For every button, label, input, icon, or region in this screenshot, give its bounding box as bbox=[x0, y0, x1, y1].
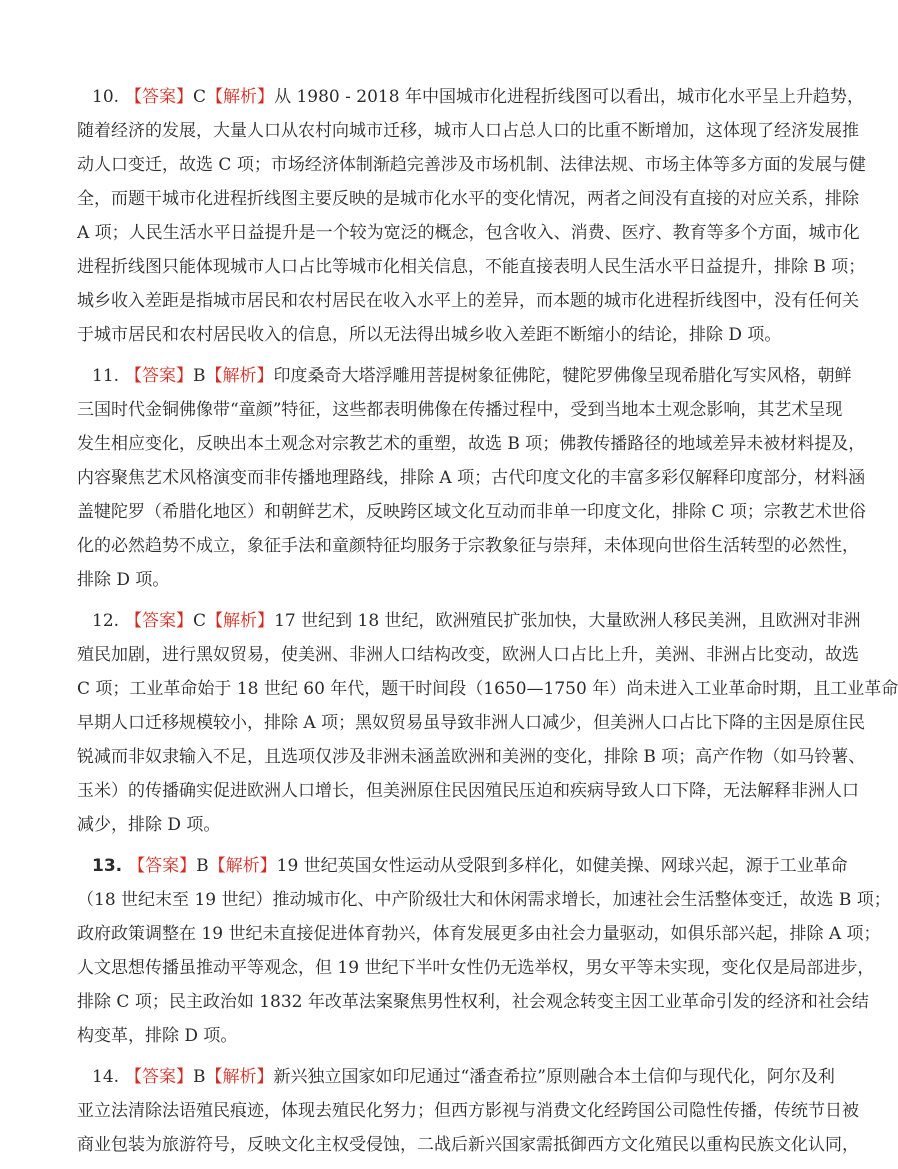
analysis-text: 19 世纪英国女性运动从受限到多样化，如健美操、网球兴起，源于工业革命 bbox=[276, 856, 848, 876]
text-line: 商业包装为旅游符号，反映文化主权受侵蚀，二战后新兴国家需抵御西方文化殖民以重构民族文化认同， bbox=[77, 1135, 859, 1155]
text-line: 三国时代金铜佛像带“童颜”特征，这些都表明佛像在传播过程中，受到当地本土观念影响，其艺术呈现 bbox=[77, 400, 843, 420]
answer-value: B bbox=[193, 1067, 206, 1087]
analysis-text: 17 世纪到 18 世纪，欧洲殖民扩张加快，大量欧洲人移民美洲，且欧洲对非洲 bbox=[274, 611, 861, 631]
text-line: 随着经济的发展，大量人口从农村向城市迁移，城市人口占总人口的比重不断增加，这体现了经济发展推 bbox=[77, 121, 859, 141]
text-line: 早期人口迁移规模较小，排除 A 项；黑奴贸易虽导致非洲人口减少，但美洲人口占比下降的主因是原住民 bbox=[77, 713, 866, 733]
text-line bbox=[77, 849, 848, 883]
answer-label: 【答案】 bbox=[125, 1067, 194, 1087]
text-line: 盖犍陀罗（希腊化地区）和朝鲜艺术，反映跨区域文化互动而非单一印度文化，排除 C 项；宗教艺术世俗 bbox=[77, 502, 866, 522]
text-line: 进程折线图只能体现城市人口占比等城市化相关信息，不能直接表明人民生活水平日益提升，排除 B 项； bbox=[77, 257, 866, 277]
analysis-label: 【解析】 bbox=[206, 611, 275, 631]
answer-label: 【答案】 bbox=[125, 611, 194, 631]
question-explanation-13 bbox=[77, 849, 891, 1053]
question-number: 13. bbox=[92, 856, 123, 876]
text-line: 全，而题干城市化进程折线图主要反映的是城市化水平的变化情况，两者之间没有直接的对应关系，排除 bbox=[77, 189, 859, 209]
answer-value: C bbox=[193, 611, 207, 631]
question-number: 12. bbox=[92, 611, 120, 631]
answer-value: C bbox=[193, 87, 207, 107]
text-line: 于城市居民和农村居民收入的信息，所以无法得出城乡收入差距不断缩小的结论，排除 D 项。 bbox=[77, 325, 782, 345]
answer-label: 【答案】 bbox=[125, 366, 194, 386]
text-line: （18 世纪末至 19 世纪）推动城市化、中产阶级壮大和休闲需求增长，加速社会生活整体变迁，故选 B 项； bbox=[77, 890, 891, 910]
text-line bbox=[77, 80, 864, 114]
text-line: 发生相应变化，反映出本土观念对宗教艺术的重塑，故选 B 项；佛教传播路径的地域差异未被材料提及， bbox=[77, 434, 866, 454]
analysis-label: 【解析】 bbox=[205, 1067, 274, 1087]
text-line bbox=[77, 604, 861, 638]
text-line bbox=[77, 1060, 835, 1094]
answer-value: B bbox=[196, 856, 209, 876]
analysis-text: 从 1980 - 2018 年中国城市化进程折线图可以看出，城市化水平呈上升趋势， bbox=[274, 87, 864, 107]
text-line: 政府政策调整在 19 世纪未直接促进体育勃兴，体育发展更多由社会力量驱动，如俱乐部兴起，排除 A 项； bbox=[77, 924, 881, 944]
analysis-text: 新兴独立国家如印尼通过“潘查希拉”原则融合本土信仰与现代化，阿尔及利 bbox=[273, 1067, 835, 1087]
question-number: 10. bbox=[92, 87, 120, 107]
text-line: C 项；工业革命始于 18 世纪 60 年代，题干时间段（1650—1750 年）尚未进入工业革命时期，且工业革命 bbox=[77, 679, 898, 699]
analysis-text: 印度桑奇大塔浮雕用菩提树象征佛陀，犍陀罗佛像呈现希腊化写实风格，朝鲜 bbox=[273, 366, 852, 386]
question-explanation-10 bbox=[77, 80, 866, 352]
answer-explanations bbox=[77, 80, 898, 1169]
text-line: 人文思想传播虽推动平等观念，但 19 世纪下半叶女性仍无选举权，男女平等未实现，变化仅是局部进步， bbox=[77, 958, 875, 978]
text-line: 减少，排除 D 项。 bbox=[77, 815, 221, 835]
text-line: 动人口变迁，故选 C 项；市场经济体制渐趋完善涉及市场机制、法律法规、市场主体等多方面的发展与健 bbox=[77, 155, 866, 175]
text-line bbox=[77, 359, 852, 393]
text-line: 化的必然趋势不成立，象征手法和童颜特征均服务于宗教象征与崇拜，未体现向世俗生活转型的必然性， bbox=[77, 536, 859, 556]
text-line: 排除 C 项；民主政治如 1832 年改革法案聚焦男性权利，社会观念转变主因工业革命引发的经济和社会结 bbox=[77, 992, 869, 1012]
analysis-label: 【解析】 bbox=[206, 87, 275, 107]
answer-label: 【答案】 bbox=[125, 87, 194, 107]
text-line: 排除 D 项。 bbox=[77, 570, 170, 590]
answer-label: 【答案】 bbox=[128, 856, 197, 876]
analysis-label: 【解析】 bbox=[205, 366, 274, 386]
question-explanation-11 bbox=[77, 359, 866, 597]
question-explanation-12 bbox=[77, 604, 898, 842]
text-line: 锐减而非奴隶输入不足，且选项仅涉及非洲未涵盖欧洲和美洲的变化，排除 B 项；高产作物（如马铃薯、 bbox=[77, 747, 866, 767]
text-line: 亚立法清除法语殖民痕迹，体现去殖民化努力；但西方影视与消费文化经跨国公司隐性传播，传统节日被 bbox=[77, 1101, 859, 1121]
question-explanation-14 bbox=[77, 1060, 859, 1162]
analysis-label: 【解析】 bbox=[208, 856, 277, 876]
question-number: 11. bbox=[92, 366, 120, 386]
text-line: A 项；人民生活水平日益提升是一个较为宽泛的概念，包含收入、消费、医疗、教育等多个方面，城市化 bbox=[77, 223, 860, 243]
text-line: 殖民加剧，进行黑奴贸易，使美洲、非洲人口结构改变，欧洲人口占比上升，美洲、非洲占比变动，故选 bbox=[77, 645, 859, 665]
question-number: 14. bbox=[92, 1067, 120, 1087]
text-line: 构变革，排除 D 项。 bbox=[77, 1026, 238, 1046]
text-line: 城乡收入差距是指城市居民和农村居民在收入水平上的差异，而本题的城市化进程折线图中，没有任何关 bbox=[77, 291, 859, 311]
text-line: 玉米）的传播确实促进欧洲人口增长，但美洲原住民因殖民压迫和疾病导致人口下降，无法解释非洲人口 bbox=[77, 781, 859, 801]
text-line: 内容聚焦艺术风格演变而非传播地理路线，排除 A 项；古代印度文化的丰富多彩仅解释印度部分，材料涵 bbox=[77, 468, 866, 488]
answer-value: B bbox=[193, 366, 206, 386]
